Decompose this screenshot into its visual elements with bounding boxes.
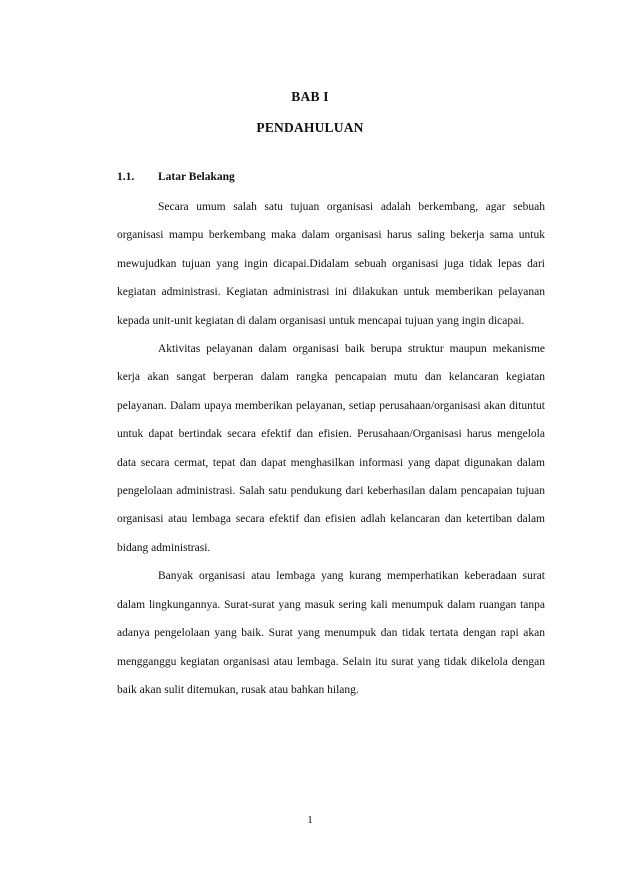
section-number: 1.1. — [117, 171, 135, 183]
paragraph: Secara umum salah satu tujuan organisasi adalah berkembang, agar sebuah organisasi mampu berkembang maka dalam organisasi harus saling bekerja sama untuk mewujudkan tujuan yang ingin dicapai.Didalam sebuah organisasi juga tidak lepas dari kegiatan administrasi. Kegiatan administrasi ini dilakukan untuk memberikan pelayanan kepada unit-unit kegiatan di dalam organisasi untuk mencapai tujuan yang ingin dicapai. — [117, 201, 545, 327]
page-number: 1 — [307, 814, 313, 826]
chapter-number: BAB I — [291, 89, 329, 104]
body-text — [117, 193, 545, 704]
paragraph: Banyak organisasi atau lembaga yang kurang memperhatikan keberadaan surat dalam lingkungannya. Surat-surat yang masuk sering kali menumpuk dalam ruangan tanpa adanya pengelolaan yang baik. Surat yang menumpuk dan tidak tertata dengan rapi akan mengganggu kegiatan organisasi atau lembaga. Selain itu surat yang tidak dikelola dengan baik akan sulit ditemukan, rusak atau bahkan hilang. — [117, 570, 545, 696]
paragraph: Aktivitas pelayanan dalam organisasi baik berupa struktur maupun mekanisme kerja akan sangat berperan dalam rangka pencapaian mutu dan kelancaran kegiatan pelayanan. Dalam upaya memberikan pelayanan, setiap perusahaan/organisasi akan dituntut untuk dapat bertindak secara efektif dan efisien. Perusahaan/Organisasi harus mengelola data secara cermat, tepat dan dapat menghasilkan informasi yang dapat digunakan dalam pengelolaan administrasi. Salah satu pendukung dari keberhasilan dalam pencapaian tujuan organisasi atau lembaga secara efektif dan efisien adlah kelancaran dan ketertiban dalam bidang administrasi. — [117, 343, 545, 554]
chapter-title: PENDAHULUAN — [256, 120, 364, 135]
section-heading — [117, 171, 235, 183]
section-title: Latar Belakang — [158, 171, 235, 183]
